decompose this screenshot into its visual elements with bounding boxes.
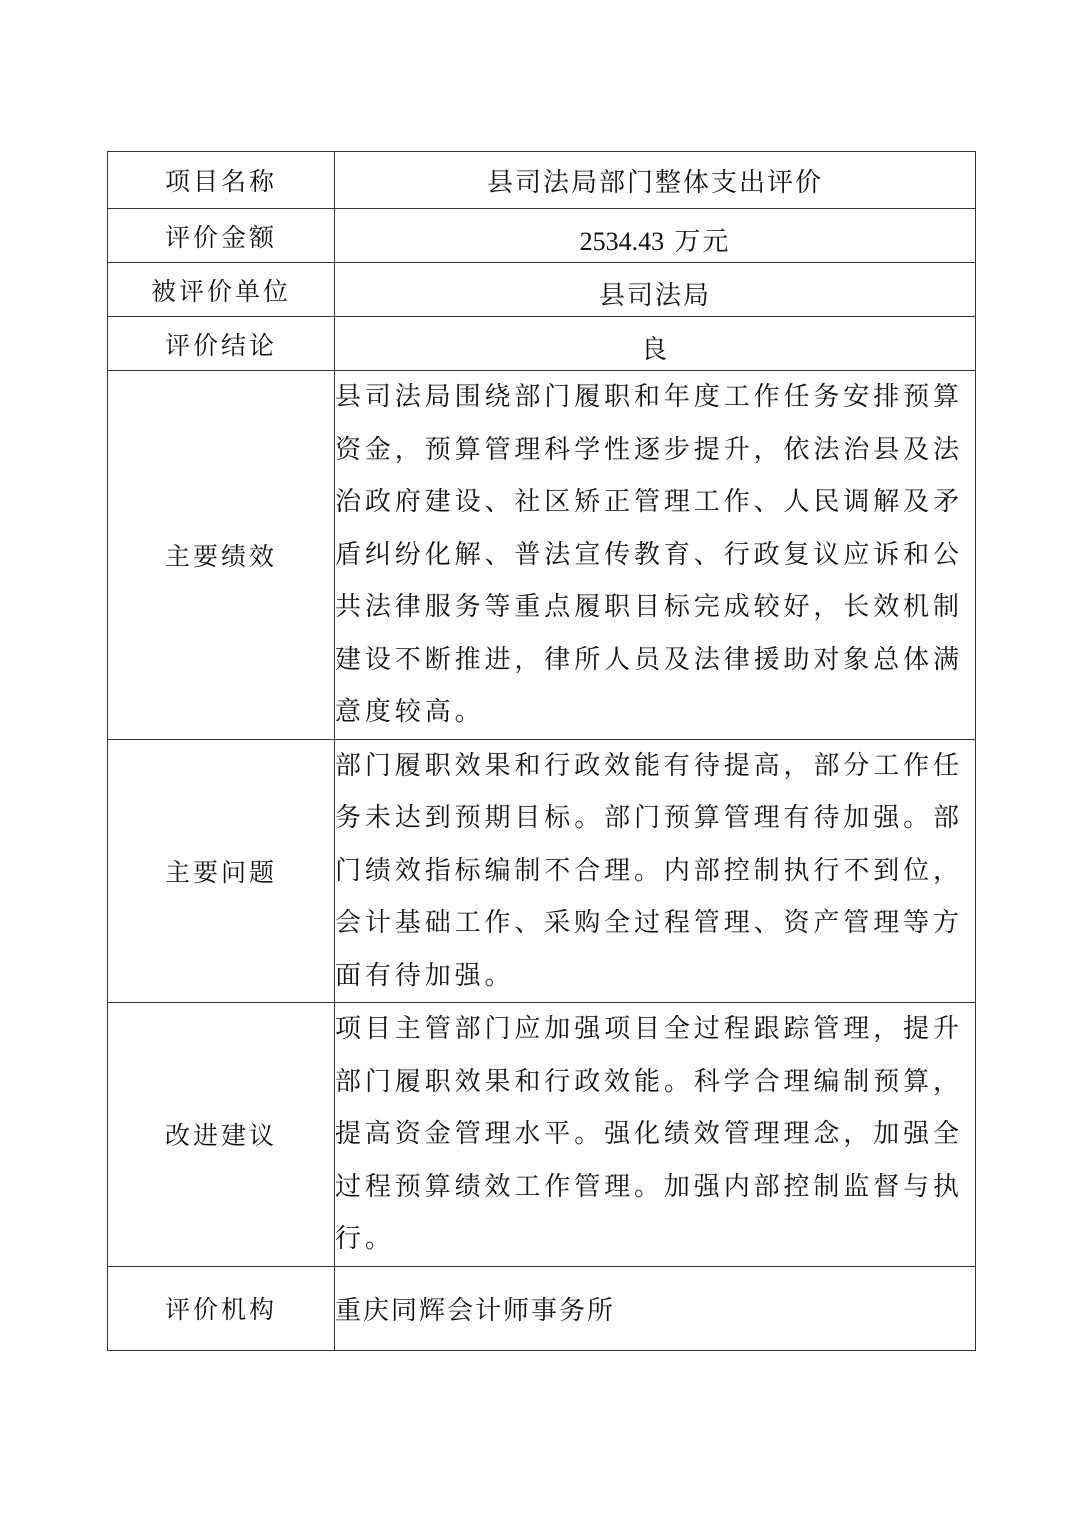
table-row-evaluated-unit	[108, 263, 976, 317]
main-performance-line: 意度较高。	[335, 697, 485, 727]
table-row-suggestions	[108, 1003, 976, 1267]
main-problems-text	[335, 739, 976, 1003]
main-problems-line: 面有待加强。	[335, 960, 515, 991]
table-row-amount	[108, 209, 976, 263]
conclusion-label: 评价结论	[108, 317, 335, 371]
suggestions-line: 行。	[335, 1224, 395, 1254]
project-name-label: 项目名称	[108, 152, 335, 209]
main-problems-line: 务未达到预期目标。部门预算管理有待加强。部	[335, 803, 963, 833]
agency-label: 评价机构	[108, 1266, 335, 1350]
table-row-conclusion	[108, 317, 976, 371]
amount-value: 2534.43	[579, 227, 665, 256]
suggestions-line: 项目主管部门应加强项目全过程跟踪管理，提升	[335, 1014, 963, 1044]
table-row-agency	[108, 1266, 976, 1350]
main-problems-line: 门绩效指标编制不合理。内部控制执行不到位，	[335, 855, 963, 886]
table-row-main-problems	[108, 739, 976, 1003]
main-problems-line: 部门履职效果和行政效能有待提高，部分工作任	[335, 750, 963, 781]
suggestions-line: 过程预算绩效工作管理。加强内部控制监督与执	[335, 1171, 963, 1202]
project-name-value: 县司法局部门整体支出评价	[335, 152, 976, 209]
main-problems-label: 主要问题	[108, 739, 335, 1003]
suggestions-line: 部门履职效果和行政效能。科学合理编制预算，	[335, 1066, 963, 1097]
evaluation-summary-table	[107, 151, 976, 1351]
table-row-project-name	[108, 152, 976, 209]
amount-unit: 万元	[674, 227, 731, 257]
main-performance-line: 盾纠纷化解、普法宣传教育、行政复议应诉和公	[335, 539, 963, 570]
evaluated-unit-value: 县司法局	[598, 281, 711, 311]
amount-value-cell	[335, 209, 976, 263]
agency-value: 重庆同辉会计师事务所	[335, 1266, 976, 1350]
table-row-main-performance	[108, 371, 976, 740]
suggestions-text	[335, 1003, 976, 1267]
evaluated-unit-label: 被评价单位	[108, 263, 335, 317]
suggestions-line: 提高资金管理水平。强化绩效管理理念，加强全	[335, 1119, 963, 1149]
main-performance-line: 资金，预算管理科学性逐步提升，依法治县及法	[335, 434, 963, 465]
conclusion-value: 良	[640, 335, 669, 365]
conclusion-value-cell	[335, 317, 976, 371]
main-performance-line: 治政府建设、社区矫正管理工作、人民调解及矛	[335, 487, 963, 517]
main-performance-text	[335, 371, 976, 740]
main-performance-label: 主要绩效	[108, 371, 335, 740]
main-performance-line: 县司法局围绕部门履职和年度工作任务安排预算	[335, 382, 963, 412]
main-performance-line: 共法律服务等重点履职目标完成较好，长效机制	[335, 592, 963, 622]
suggestions-label: 改进建议	[108, 1003, 335, 1267]
evaluated-unit-value-cell	[335, 263, 976, 317]
main-performance-line: 建设不断推进，律所人员及法律援助对象总体满	[335, 644, 963, 675]
amount-label: 评价金额	[108, 209, 335, 263]
main-problems-line: 会计基础工作、采购全过程管理、资产管理等方	[335, 908, 963, 938]
